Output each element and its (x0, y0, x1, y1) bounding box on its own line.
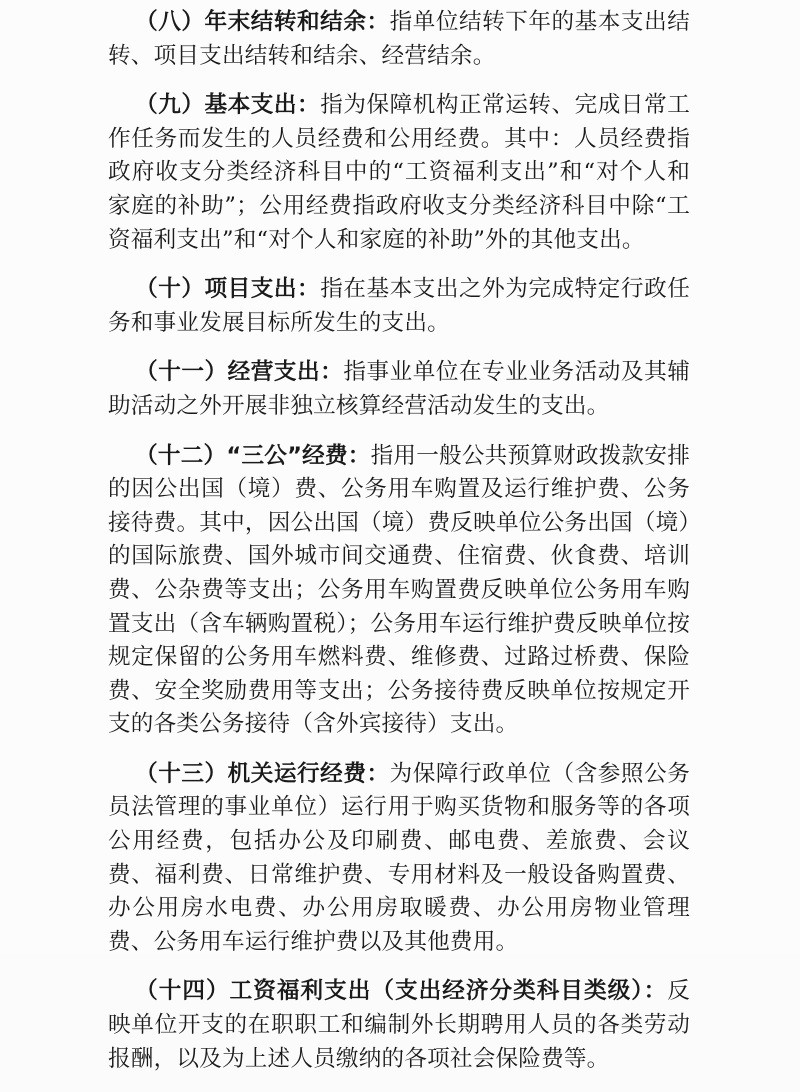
definition-term: （八）年末结转和结余： (135, 9, 390, 35)
definition-paragraph-9 (108, 89, 690, 257)
definition-paragraph-12 (108, 440, 690, 742)
definition-text: 指在基本支出之外为完成特定行政任务和事业发展目标所发生的支出。 (108, 276, 690, 336)
definition-paragraph-11 (108, 356, 690, 423)
definition-term: （十二）“三公”经费： (135, 442, 371, 469)
definition-text: 指事业单位在专业业务活动及其辅助活动之外开展非独立核算经营活动发生的支出。 (108, 359, 690, 419)
definition-term: （十四）工资福利支出（支出经济分类科目类级）： (135, 978, 668, 1005)
definition-text: 反映单位开支的在职职工和编制外长期聘用人员的各类劳动报酬，以及为上述人员缴纳的各项社会保险费等。 (108, 978, 690, 1072)
definition-text: 指为保障机构正常运转、完成日常工作任务而发生的人员经费和公用经费。其中：人员经费指政府收支分类经济科目中的“工资福利支出”和“对个人和家庭的补助”；公用经费指政府收支分类经济科目中除“工资福利支出”和“对个人和家庭的补助”外的其他支出。 (108, 92, 690, 253)
definition-paragraph-13 (108, 758, 690, 960)
definition-text: 为保障行政单位（含参照公务员法管理的事业单位）运行用于购买货物和服务等的各项公用经费，包括办公及印刷费、邮电费、差旅费、会议费、福利费、日常维护费、专用材料及一般设备购置费、办公用房水电费、办公用房取暖费、办公用房物业管理费、公务用车运行维护费以及其他费用。 (108, 760, 690, 955)
definition-term: （十三）机关运行经费： (135, 760, 390, 787)
definition-term: （十）项目支出： (135, 276, 321, 303)
definition-paragraph-14 (108, 975, 690, 1076)
definition-paragraph-8 (108, 6, 690, 73)
definition-term: （十一）经营支出： (135, 359, 344, 386)
document-body (108, 6, 690, 1092)
definition-text: 指单位结转下年的基本支出结转、项目支出结转和结余、经营结余。 (108, 9, 690, 69)
definition-term: （九）基本支出： (135, 92, 321, 119)
definition-text: 指用一般公共预算财政拨款安排的因公出国（境）费、公务用车购置及运行维护费、公务接待费。其中，因公出国（境）费反映单位公务出国（境）的国际旅费、国外城市间交通费、住宿费、伙食费、培训费、公杂费等支出；公务用车购置费反映单位公务用车购置支出（含车辆购置税）；公务用车运行维护费反映单位按规定保留的公务用车燃料费、维修费、过路过桥费、保险费、安全奖励费用等支出；公务接待费反映单位按规定开支的各类公务接待（含外宾接待）支出。 (108, 442, 690, 738)
definition-paragraph-10 (108, 273, 690, 340)
